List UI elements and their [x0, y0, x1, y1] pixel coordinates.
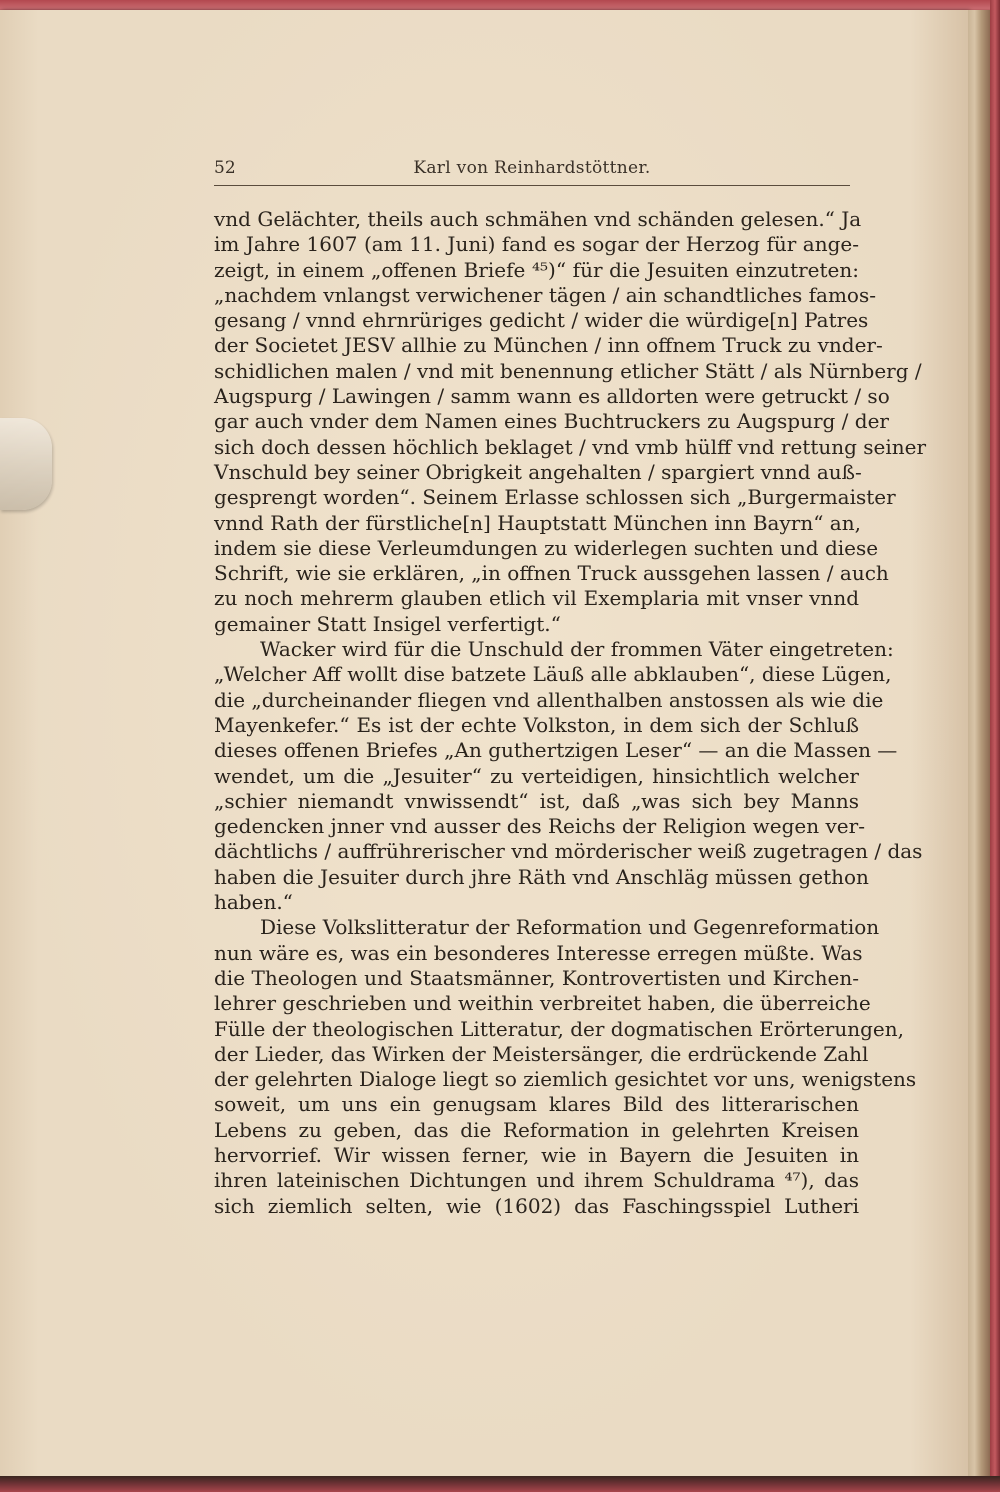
text-line: schidlichen malen / vnd mit benennung etlicher Stätt / als Nürnberg / [214, 358, 922, 383]
text-line: vnnd Rath der fürstliche[n] Hauptstatt München inn Bayrn“ an, [214, 510, 861, 535]
text-line: ihren lateinischen Dichtungen und ihrem Schuldrama ⁴⁷), das [214, 1168, 859, 1193]
text-line: Lebens zu geben, das die Reformation in gelehrten Kreisen [214, 1117, 859, 1142]
text-line: Schrift, wie sie erklären, „in offnen Truck aussgehen lassen / auch [214, 561, 889, 586]
text-line: dieses offenen Briefes „An guthertzigen Leser“ — an die Massen — [214, 738, 898, 763]
text-line: gesang / vnnd ehrnrüriges gedicht / wider die würdige[n] Patres [214, 308, 869, 333]
text-line: dächtlichs / auffrührerischer vnd mörderischer weiß zugetragen / das [214, 839, 923, 864]
text-line: Vnschuld bey seiner Obrigkeit angehalten / spargiert vnnd auß- [214, 459, 862, 484]
text-line: zeigt, in einem „offenen Briefe ⁴⁵)“ für die Jesuiten einzutreten: [214, 257, 859, 282]
page-number: 52 [214, 158, 236, 178]
running-head [214, 158, 850, 182]
text-line: Wacker wird für die Unschuld der frommen Väter eingetreten: [260, 637, 894, 662]
running-title: Karl von Reinhardstöttner. [413, 158, 651, 178]
text-line: nun wäre es, was ein besonderes Interesse erregen müßte. Was [214, 940, 863, 965]
text-line: gar auch vnder dem Namen eines Buchtruckers zu Augspurg / der [214, 409, 889, 434]
text-line: haben die Jesuiter durch jhre Räth vnd Anschläg müssen gethon [214, 864, 869, 889]
book-cover-edge [990, 0, 1000, 1492]
text-line: „nachdem vnlangst verwichener tägen / ain schandtliches famos- [214, 282, 876, 307]
book-binding-bottom [0, 1476, 1000, 1492]
text-line: zu noch mehrerm glauben etlich vil Exemplaria mit vnser vnnd [214, 586, 859, 611]
text-line: indem sie diese Verleumdungen zu widerlegen suchten und diese [214, 535, 879, 560]
text-line: Diese Volkslitteratur der Reformation und Gegenreformation [260, 915, 880, 940]
text-line: der gelehrten Dialoge liegt so ziemlich gesichtet vor uns, wenigstens [214, 1067, 917, 1092]
text-line: vnd Gelächter, theils auch schmähen vnd schänden gelesen.“ Ja [214, 207, 862, 231]
text-line: die „durcheinander fliegen vnd allenthalben anstossen als wie die [214, 687, 884, 712]
text-line: „Welcher Aff wollt dise batzete Läuß alle abklauben“, diese Lügen, [214, 662, 892, 687]
page-stack-edge [968, 10, 990, 1476]
text-line: Fülle der theologischen Litteratur, der dogmatischen Erörterungen, [214, 1016, 904, 1041]
text-line: gedencken jnner vnd ausser des Reichs der Religion wegen ver- [214, 814, 865, 839]
text-line: Mayenkefer.“ Es ist der echte Volkston, in dem sich der Schluß [214, 712, 859, 737]
text-line: „schier niemandt vnwissendt“ ist, daß „was sich bey Manns [214, 788, 859, 813]
text-line: die Theologen und Staatsmänner, Kontrovertisten und Kirchen- [214, 965, 859, 990]
text-line: sich doch dessen höchlich beklaget / vnd vmb hülff vnd rettung seiner [214, 434, 927, 459]
text-line: der Societet JESV allhie zu München / inn offnem Truck zu vnder- [214, 333, 883, 358]
text-line: gemainer Statt Insigel verfertigt.“ [214, 611, 561, 636]
body-text [214, 207, 927, 1219]
text-line: hervorrief. Wir wissen ferner, wie in Bayern die Jesuiten in [214, 1142, 859, 1167]
text-line: haben.“ [214, 890, 293, 915]
text-line: lehrer geschrieben und weithin verbreitet haben, die überreiche [214, 991, 871, 1016]
text-line: im Jahre 1607 (am 11. Juni) fand es sogar der Herzog für ange- [214, 232, 859, 257]
text-line: Augspurg / Lawingen / samm wann es alldorten were getruckt / so [214, 384, 890, 409]
text-line: soweit, um uns ein genugsam klares Bild des litterarischen [214, 1092, 859, 1117]
text-line: gesprengt worden“. Seinem Erlasse schlossen sich „Burgermaister [214, 485, 896, 510]
header-rule [214, 185, 850, 186]
page-clip [0, 418, 52, 510]
text-line: der Lieder, das Wirken der Meistersänger, die erdrückende Zahl [214, 1041, 869, 1066]
text-line: wendet, um die „Jesuiter“ zu verteidigen, hinsichtlich welcher [214, 763, 859, 788]
text-line: sich ziemlich selten, wie (1602) das Faschingsspiel Lutheri [214, 1193, 859, 1218]
